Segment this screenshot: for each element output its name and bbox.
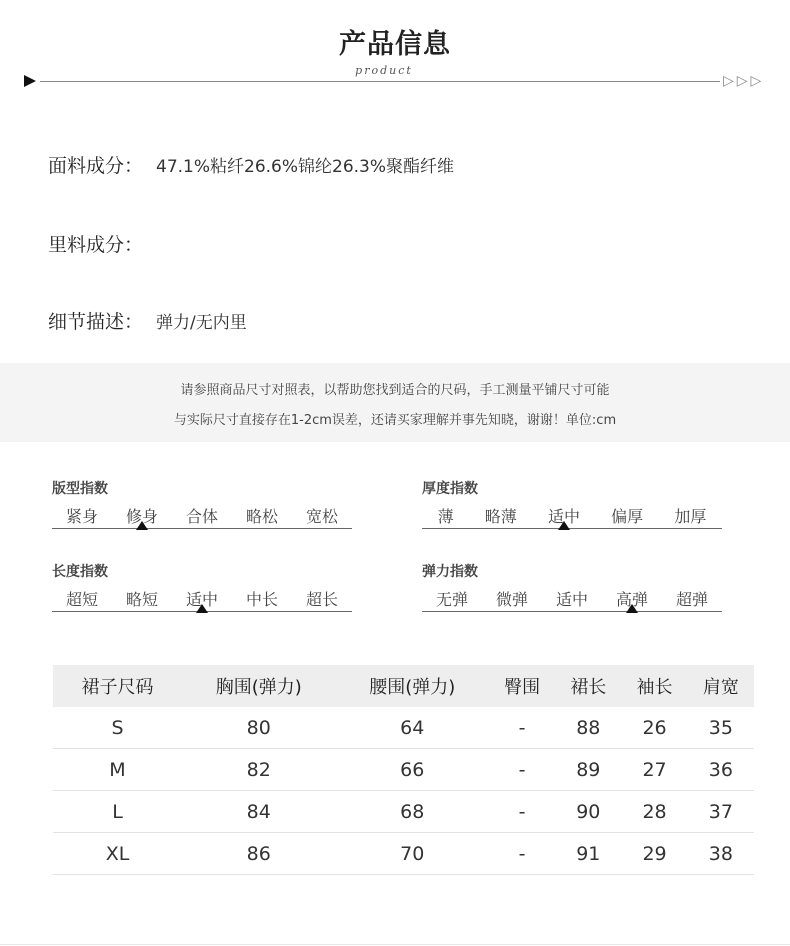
table-cell: 91 [555, 833, 621, 875]
table-cell: 29 [621, 833, 687, 875]
table-cell: 26 [621, 707, 687, 749]
elasticity-option: 微弹 [495, 590, 528, 609]
size-table-header [53, 665, 754, 707]
length-option: 略短 [125, 590, 158, 609]
table-row [53, 833, 754, 875]
table-cell: 84 [182, 791, 335, 833]
size-notice [0, 363, 790, 442]
table-cell: M [53, 749, 182, 791]
table-cell: - [489, 833, 555, 875]
elasticity-index [422, 561, 722, 611]
table-cell: 70 [335, 833, 488, 875]
table-cell: 90 [555, 791, 621, 833]
thickness-index-line [422, 528, 722, 529]
elasticity-option: 超弹 [675, 590, 708, 609]
table-cell: 28 [621, 791, 687, 833]
page-subtitle: product [340, 64, 428, 77]
length-index-title: 长度指数 [52, 564, 108, 580]
detail-value: 弹力/无内里 [156, 313, 247, 333]
outline-triangle-right-icon: ▷▷▷ [723, 73, 765, 89]
elasticity-option: 无弹 [435, 590, 468, 609]
column-header: 胸围(弹力) [182, 665, 335, 707]
column-header: 裙长 [555, 665, 621, 707]
thickness-index [422, 478, 722, 528]
elasticity-option: 适中 [555, 590, 588, 609]
table-row [53, 791, 754, 833]
length-option: 中长 [245, 590, 278, 609]
length-option: 超长 [305, 590, 338, 609]
table-cell: - [489, 707, 555, 749]
fit-option: 紧身 [65, 507, 98, 526]
fabric-label: 面料成分： [48, 155, 144, 177]
size-table [53, 665, 754, 875]
table-cell: 38 [688, 833, 754, 875]
thickness-index-title: 厚度指数 [422, 481, 478, 497]
column-header: 腰围(弹力) [335, 665, 488, 707]
fit-index-line [52, 528, 352, 529]
table-cell: 27 [621, 749, 687, 791]
fit-index-title: 版型指数 [52, 481, 108, 497]
fabric-value: 47.1%粘纤26.6%锦纶26.3%聚酯纤维 [156, 157, 455, 177]
notice-line-1: 请参照商品尺寸对照表，以帮助您找到适合的尺码，手工测量平铺尺寸可能 [180, 383, 610, 398]
fit-index-marker-icon [136, 521, 148, 530]
table-cell: - [489, 791, 555, 833]
lining-row [48, 230, 156, 257]
table-row [53, 749, 754, 791]
table-cell: 37 [688, 791, 754, 833]
thickness-option: 略薄 [484, 507, 517, 526]
column-header: 袖长 [621, 665, 687, 707]
table-cell: 88 [555, 707, 621, 749]
title-divider [40, 81, 720, 82]
table-cell: 82 [182, 749, 335, 791]
fit-option: 略松 [245, 507, 278, 526]
length-index-marker-icon [196, 604, 208, 613]
table-cell: XL [53, 833, 182, 875]
table-cell: 36 [688, 749, 754, 791]
notice-line-2: 与实际尺寸直接存在1-2cm误差，还请买家理解并事先知晓，谢谢！单位:cm [173, 413, 617, 428]
fabric-row [48, 151, 454, 178]
fit-option: 宽松 [305, 507, 338, 526]
fit-option: 合体 [185, 507, 218, 526]
fit-option: 修身 [125, 507, 158, 526]
elasticity-option: 高弹 [615, 590, 648, 609]
table-cell: S [53, 707, 182, 749]
table-cell: 68 [335, 791, 488, 833]
elasticity-index-line [422, 611, 722, 612]
thickness-index-marker-icon [558, 521, 570, 530]
triangle-right-icon [24, 75, 36, 87]
table-cell: 80 [182, 707, 335, 749]
thickness-option: 加厚 [674, 507, 707, 526]
table-cell: 89 [555, 749, 621, 791]
length-index [52, 561, 352, 611]
table-row [53, 707, 754, 749]
thickness-option: 薄 [437, 507, 454, 526]
fit-index [52, 478, 352, 528]
elasticity-index-marker-icon [626, 604, 638, 613]
table-cell: 35 [688, 707, 754, 749]
column-header: 肩宽 [688, 665, 754, 707]
elasticity-index-title: 弹力指数 [422, 564, 478, 580]
table-cell: 64 [335, 707, 488, 749]
lining-label: 里料成分： [48, 234, 144, 256]
table-cell: 86 [182, 833, 335, 875]
detail-row [48, 307, 247, 334]
column-header: 裙子尺码 [53, 665, 182, 707]
table-cell: 66 [335, 749, 488, 791]
page-title: 产品信息 [339, 29, 451, 60]
column-header: 臀围 [489, 665, 555, 707]
detail-label: 细节描述： [48, 311, 144, 333]
table-cell: L [53, 791, 182, 833]
thickness-option: 偏厚 [611, 507, 644, 526]
table-cell: - [489, 749, 555, 791]
length-option: 适中 [185, 590, 218, 609]
thickness-option: 适中 [547, 507, 580, 526]
length-option: 超短 [65, 590, 98, 609]
bottom-divider [0, 944, 790, 945]
